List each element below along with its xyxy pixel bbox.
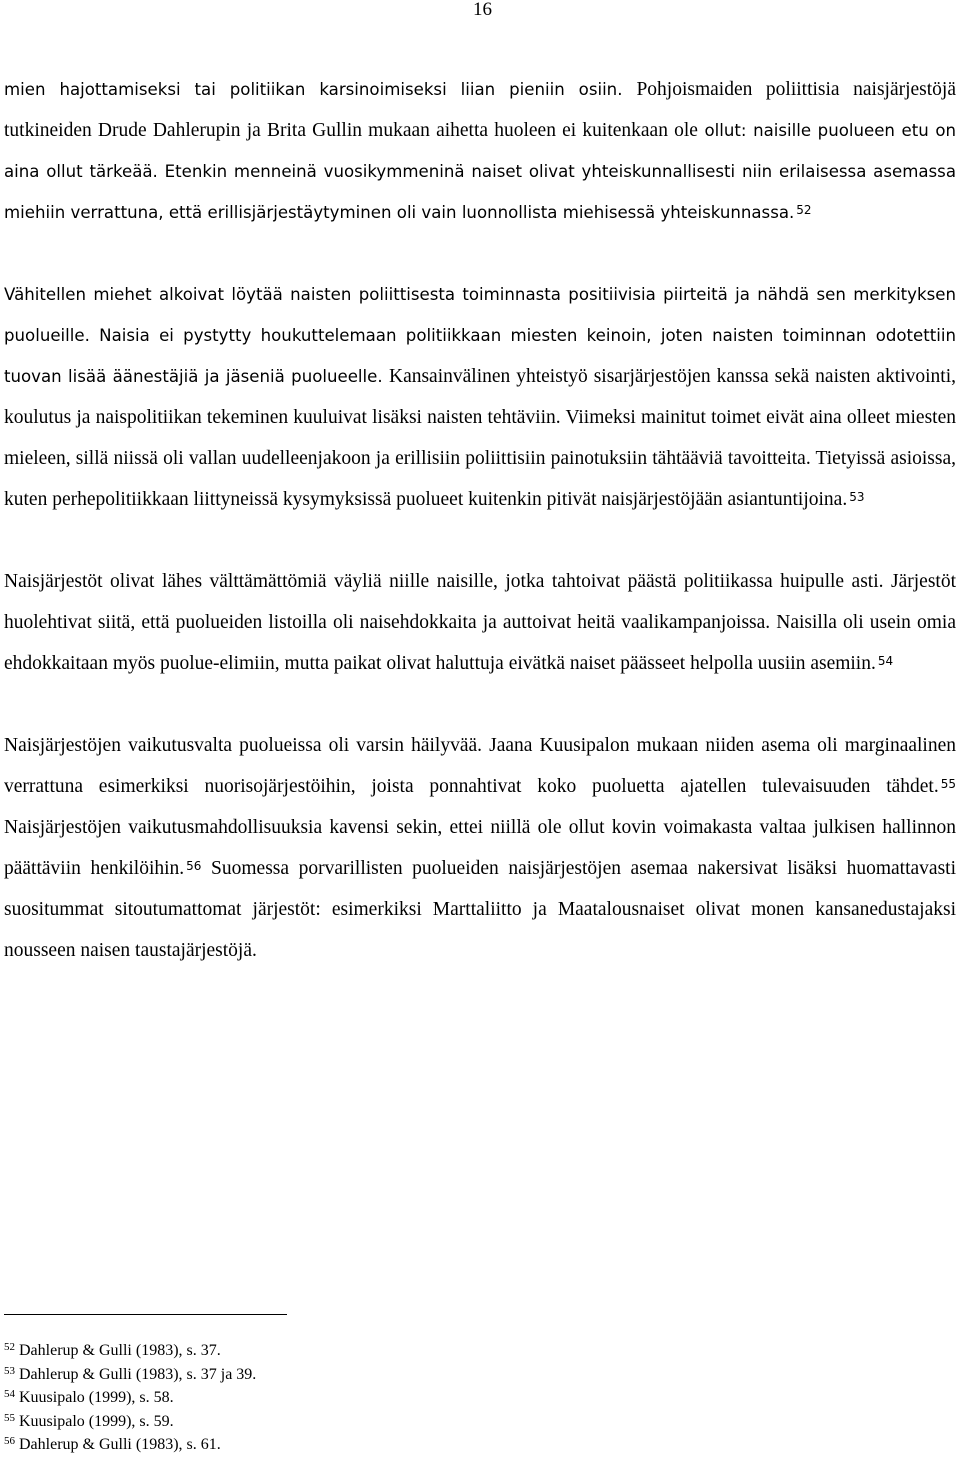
text-run: ollut: naisille puolueen etu on aina ollut tärkeää. Etenkin menneinä vuosikymmeninä naiset olivat yhteiskunnallisesti niin erilaisessa asemassa miehiin verrattuna, että erillisjärjestäytyminen oli vain luonnollista miehisessä yhteiskunnassa. xyxy=(4,121,956,222)
text-run: Suomessa porvarillisten puolueiden naisjärjestöjen asemaa nakersivat lisäksi huomattavasti suositummat sitoutumattomat järjestöt: esimerkiksi Marttaliitto ja Maatalousnaiset olivat monen kansanedustajaksi nousseen naisen taustajärjestöjä. xyxy=(4,858,956,961)
paragraph xyxy=(4,561,956,684)
footnote-text: Dahlerup & Gulli (1983), s. 37 ja 39. xyxy=(19,1365,257,1383)
footnote-text: Kuusipalo (1999), s. 58. xyxy=(19,1389,174,1406)
page-number: 16 xyxy=(473,0,492,20)
text-run: Naisjärjestöt olivat lähes välttämättömiä väyliä niille naisille, jotka tahtoivat päästä politiikassa huipulle asti. Järjestöt huolehtivat siitä, että puolueiden listoilla oli naisehdokkaita ja auttoivat heitä vaalikampanjoissa. Naisilla oli usein omia ehdokkaitaan myös puolue-elimiin, mutta paikat olivat haluttuja eivätkä naiset päässeet helpolla uusiin asemiin. xyxy=(4,571,956,674)
paragraph xyxy=(4,274,956,520)
footnote-reference: 56 xyxy=(186,858,202,873)
paragraph xyxy=(4,69,956,233)
text-run: Vähitellen miehet alkoivat löytää naisten poliittisesta toiminnasta positiivisia piirteitä ja nähdä sen merkityksen puolueille. Naisia ei pystytty houkuttelemaan politiikkaan miesten keinoin, joten naisten toiminnan odotettiin tuovan lisää äänestäjiä ja jäseniä puolueelle. xyxy=(4,285,956,386)
footnotes xyxy=(4,1339,256,1457)
text-run: Kansainvälinen yhteistyö sisarjärjestöjen kanssa sekä naisten aktivointi, koulutus ja naispolitiikan tekeminen kuuluivat lisäksi naisten tehtäviin. Viimeksi mainitut toimet eivät aina olleet miesten mieleen, sillä niissä oli vallan uudelleenjakoon ja erillisiin poliittisiin painotuksiin tähtääviä tavoitteita. Tietyissä asioissa, kuten perhepolitiikkaan liittyneissä kysymyksissä puolueet kuitenkin pitivät naisjärjestöjään asiantuntijoina. xyxy=(4,366,956,510)
footnote-text: Dahlerup & Gulli (1983), s. 37. xyxy=(19,1342,221,1359)
footnote-reference: 54 xyxy=(877,653,894,668)
body-text xyxy=(4,69,956,971)
footnote-text: Kuusipalo (1999), s. 59. xyxy=(19,1412,174,1430)
footnote-separator xyxy=(4,1314,287,1315)
footnote-number: 56 xyxy=(4,1435,15,1448)
footnote-number: 55 xyxy=(4,1411,15,1424)
footnote-reference: 55 xyxy=(940,776,956,791)
text-run: Pohjoismaiden poliittisia naisjärjestöjä tutkineiden Drude Dahlerupin ja Brita Gullin mukaan aihetta huoleen ei kuitenkaan ole xyxy=(4,79,957,141)
text-run: Naisjärjestöjen vaikutusvalta puolueissa oli varsin häilyvää. Jaana Kuusipalon mukaan niiden asema oli marginaalinen verrattuna esimerkiksi nuorisojärjestöihin, joista ponnahtivat koko puoluetta ajatellen tulevaisuuden tähdet. xyxy=(4,735,956,797)
footnote-item xyxy=(4,1363,256,1387)
footnote-item xyxy=(4,1386,256,1410)
text-run: Naisjärjestöjen vaikutusmahdollisuuksia kavensi sekin, ettei niillä ole ollut kovin voimakasta valtaa julkisen hallinnon päättäviin henkilöihin. xyxy=(4,817,956,879)
footnote-item xyxy=(4,1433,256,1457)
footnote-number: 54 xyxy=(4,1388,15,1401)
footnote-number: 52 xyxy=(4,1341,15,1354)
text-run: mien hajottamiseksi tai politiikan karsinoimiseksi liian pieniin osiin. xyxy=(4,80,637,99)
paragraph xyxy=(4,725,956,971)
footnote-item xyxy=(4,1410,256,1434)
footnote-text: Dahlerup & Gulli (1983), s. 61. xyxy=(19,1436,221,1453)
footnote-reference: 52 xyxy=(796,202,812,217)
footnote-item xyxy=(4,1339,256,1363)
footnote-number: 53 xyxy=(4,1364,15,1377)
footnote-reference: 53 xyxy=(849,489,865,504)
